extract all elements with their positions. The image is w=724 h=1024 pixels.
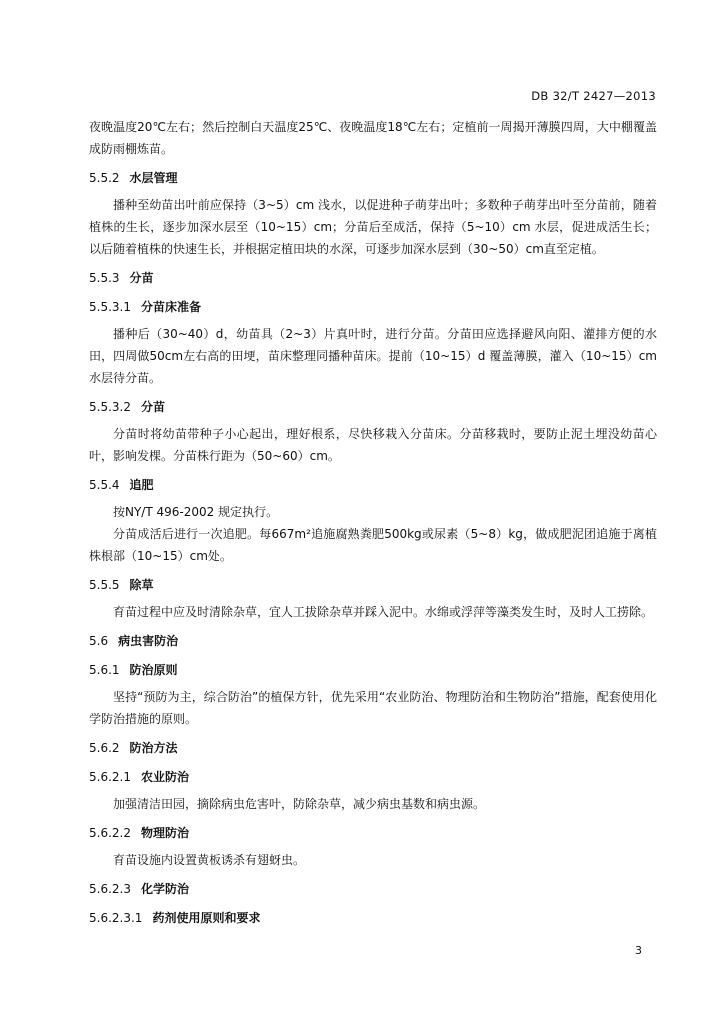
paragraph: 播种至幼苗出叶前应保持（3~5）cm 浅水，以促进种子萌芽出叶；多数种子萌芽出叶至分苗前，随着植株的生长，逐步加深水层至（10~15）cm；分苗后至成活，保持（5~10）cm 水层，促进成活生长；以后随着植株的快速生长，并根据定植田块的水深，可逐步加深水层到（30~50）cm直至定植。 xyxy=(89,198,657,256)
section-number: 5.6 xyxy=(89,634,109,648)
section-number: 5.6.2.1 xyxy=(89,770,131,784)
page-number: 3 xyxy=(635,944,642,957)
section-number: 5.6.2 xyxy=(89,741,120,755)
paragraph: 播种后（30~40）d，幼苗具（2~3）片真叶时，进行分苗。分苗田应选择避风向阳、灌排方便的水田，四周做50cm左右高的田埂，苗床整理同播种苗床。提前（10~15）d 覆盖薄膜，灌入（10~15）cm 水层待分苗。 xyxy=(89,327,657,385)
section-title: 物理防治 xyxy=(140,826,189,840)
section-number: 5.5.3.2 xyxy=(89,400,131,414)
section-heading xyxy=(89,766,657,788)
paragraph: 按NY/T 496-2002 规定执行。 xyxy=(113,505,279,519)
paragraph: 育苗过程中应及时清除杂草，宜人工拔除杂草并踩入泥中。水绵或浮萍等藻类发生时，及时人工捞除。 xyxy=(113,605,654,619)
section-number: 5.6.1 xyxy=(89,663,120,677)
section-title: 水层管理 xyxy=(129,171,178,185)
section-number: 5.6.2.3.1 xyxy=(89,911,143,925)
paragraph: 加强清洁田园，摘除病虫危害叶，防除杂草，减少病虫基数和病虫源。 xyxy=(113,797,486,811)
section-title: 除草 xyxy=(129,578,154,592)
section-title: 化学防治 xyxy=(140,882,189,896)
section-heading xyxy=(89,822,657,844)
section-number: 5.5.3 xyxy=(89,271,120,285)
standard-code: DB 32/T 2427—2013 xyxy=(531,89,656,103)
section-heading xyxy=(89,396,657,418)
section-number: 5.6.2.3 xyxy=(89,882,131,896)
section-title: 分苗 xyxy=(129,271,154,285)
section-number: 5.5.4 xyxy=(89,478,120,492)
section-number: 5.5.5 xyxy=(89,578,120,592)
section-heading xyxy=(89,737,657,759)
section-title: 分苗 xyxy=(140,400,165,414)
section-heading xyxy=(89,574,657,596)
section-title: 追肥 xyxy=(129,478,154,492)
paragraph: 分苗时将幼苗带种子小心起出，理好根系，尽快移栽入分苗床。分苗移栽时，要防止泥土埋没幼苗心叶，影响发棵。分苗株行距为（50~60）cm。 xyxy=(89,427,657,463)
paragraph: 育苗设施内设置黄板诱杀有翅蚜虫。 xyxy=(113,853,306,867)
section-heading xyxy=(89,167,657,189)
section-heading xyxy=(89,878,657,900)
section-title: 防治原则 xyxy=(129,663,178,677)
section-heading xyxy=(89,296,657,318)
paragraph-continuation: 夜晚温度20℃左右；然后控制白天温度25℃、夜晚温度18℃左右；定植前一周揭开薄膜四周，大中棚覆盖成防雨棚炼苗。 xyxy=(89,120,657,156)
section-number: 5.5.2 xyxy=(89,171,120,185)
section-heading xyxy=(89,474,657,496)
section-title: 药剂使用原则和要求 xyxy=(152,911,261,925)
section-number: 5.6.2.2 xyxy=(89,826,131,840)
section-title: 分苗床准备 xyxy=(140,300,201,314)
paragraph: 坚持“预防为主，综合防治”的植保方针，优先采用“农业防治、物理防治和生物防治”措施，配套使用化学防治措施的原则。 xyxy=(89,690,657,726)
section-heading xyxy=(89,267,657,289)
section-heading xyxy=(89,907,657,929)
section-title: 防治方法 xyxy=(129,741,178,755)
document-body xyxy=(89,116,657,929)
section-heading xyxy=(89,630,657,652)
section-heading xyxy=(89,659,657,681)
section-number: 5.5.3.1 xyxy=(89,300,131,314)
section-title: 农业防治 xyxy=(140,770,189,784)
section-title: 病虫害防治 xyxy=(118,634,179,648)
paragraph: 分苗成活后进行一次追肥。每667m²追施腐熟粪肥500kg或尿素（5~8）kg，做成肥泥团追施于离植株根部（10~15）cm处。 xyxy=(89,527,657,563)
